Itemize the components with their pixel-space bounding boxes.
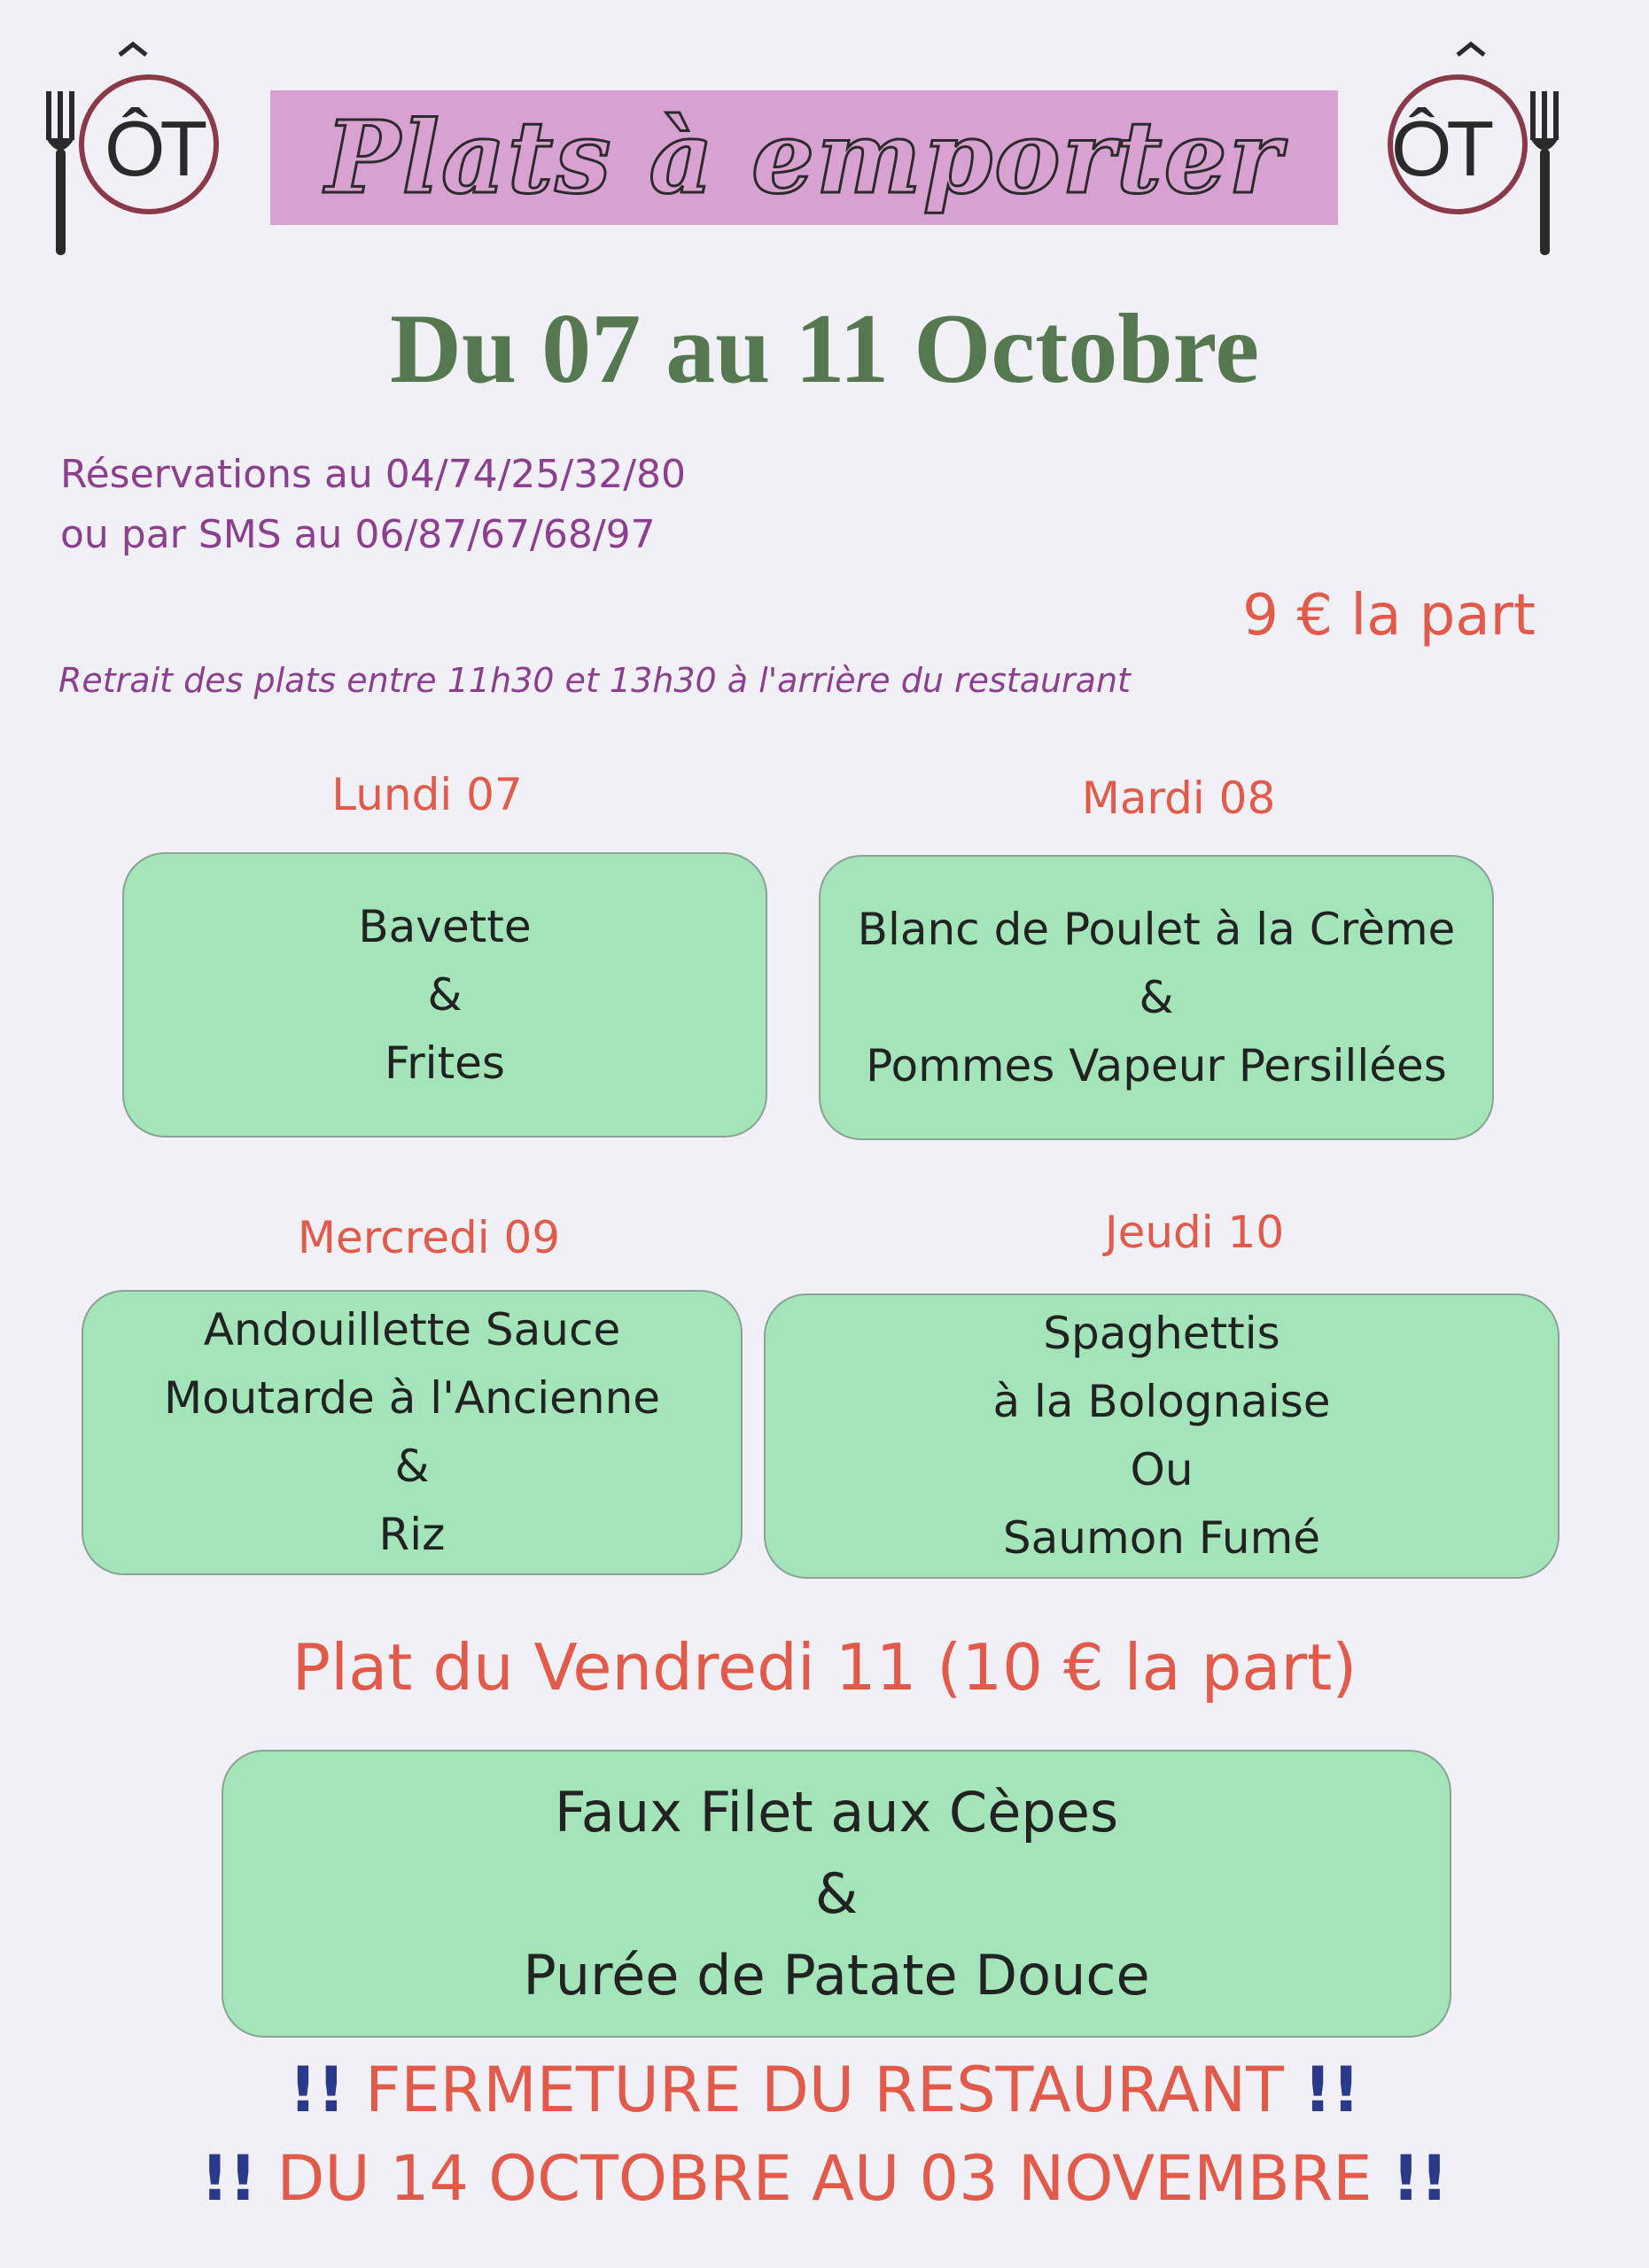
menu-line: Blanc de Poulet à la Crème: [857, 903, 1456, 955]
page-title: Plats à emporter: [325, 99, 1283, 216]
menu-line: à la Bolognaise: [992, 1376, 1331, 1427]
day-label-wednesday: Mercredi 09: [297, 1212, 561, 1263]
fork-plate-icon: [1382, 43, 1560, 233]
friday-title: Plat du Vendredi 11 (10 € la part): [292, 1630, 1357, 1705]
menu-line: Pommes Vapeur Persillées: [866, 1039, 1447, 1091]
menu-line: Moutarde à l'Ancienne: [163, 1372, 661, 1424]
day-label-monday: Lundi 07: [331, 769, 523, 820]
fork-plate-icon: [44, 43, 222, 233]
date-range: Du 07 au 11 Octobre: [389, 294, 1260, 404]
restaurant-logo-left: [44, 43, 222, 233]
menu-line: &: [394, 1441, 430, 1492]
day-label-tuesday: Mardi 08: [1081, 773, 1276, 824]
closing-notice-line1: [0, 2054, 1649, 2126]
menu-line: Saumon Fumé: [1002, 1512, 1321, 1564]
menu-line: Spaghettis: [1043, 1308, 1280, 1359]
menu-line: &: [1139, 971, 1174, 1023]
menu-line: Riz: [378, 1509, 446, 1560]
menu-line: Frites: [385, 1037, 505, 1089]
exclamation-icon: !!: [288, 2054, 346, 2126]
menu-card-monday: [122, 852, 767, 1138]
menu-card-friday: [222, 1750, 1451, 2038]
closing-text: FERMETURE DU RESTAURANT: [365, 2054, 1284, 2126]
menu-card-thursday: [764, 1293, 1560, 1579]
menu-line: &: [814, 1860, 859, 1926]
menu-line: Purée de Patate Douce: [523, 1942, 1150, 2008]
closing-notice-line2: [0, 2142, 1649, 2215]
exclamation-icon: !!: [1303, 2054, 1361, 2126]
menu-card-wednesday: [82, 1290, 743, 1575]
reservation-sms: ou par SMS au 06/87/67/68/97: [60, 512, 656, 557]
price-per-portion: 9 € la part: [1242, 583, 1536, 649]
menu-line: Bavette: [358, 900, 532, 952]
day-label-thursday: Jeudi 10: [1104, 1207, 1285, 1258]
menu-line: Ou: [1130, 1444, 1194, 1495]
reservation-phone: Réservations au 04/74/25/32/80: [60, 452, 687, 497]
exclamation-icon: !!: [200, 2142, 258, 2215]
restaurant-logo-right: [1382, 43, 1560, 233]
exclamation-icon: !!: [1391, 2142, 1449, 2215]
menu-line: Andouillette Sauce: [203, 1304, 621, 1355]
pickup-info: Retrait des plats entre 11h30 et 13h30 à l'arrière du restaurant: [58, 661, 1131, 700]
svg-text:ÔT: ÔT: [105, 105, 203, 192]
closing-dates: DU 14 OCTOBRE AU 03 NOVEMBRE: [276, 2142, 1373, 2215]
menu-line: &: [427, 968, 463, 1021]
menu-line: Faux Filet aux Cèpes: [554, 1779, 1119, 1845]
title-banner: [270, 90, 1338, 225]
menu-card-tuesday: [819, 855, 1494, 1140]
svg-text:ÔT: ÔT: [1391, 105, 1490, 192]
